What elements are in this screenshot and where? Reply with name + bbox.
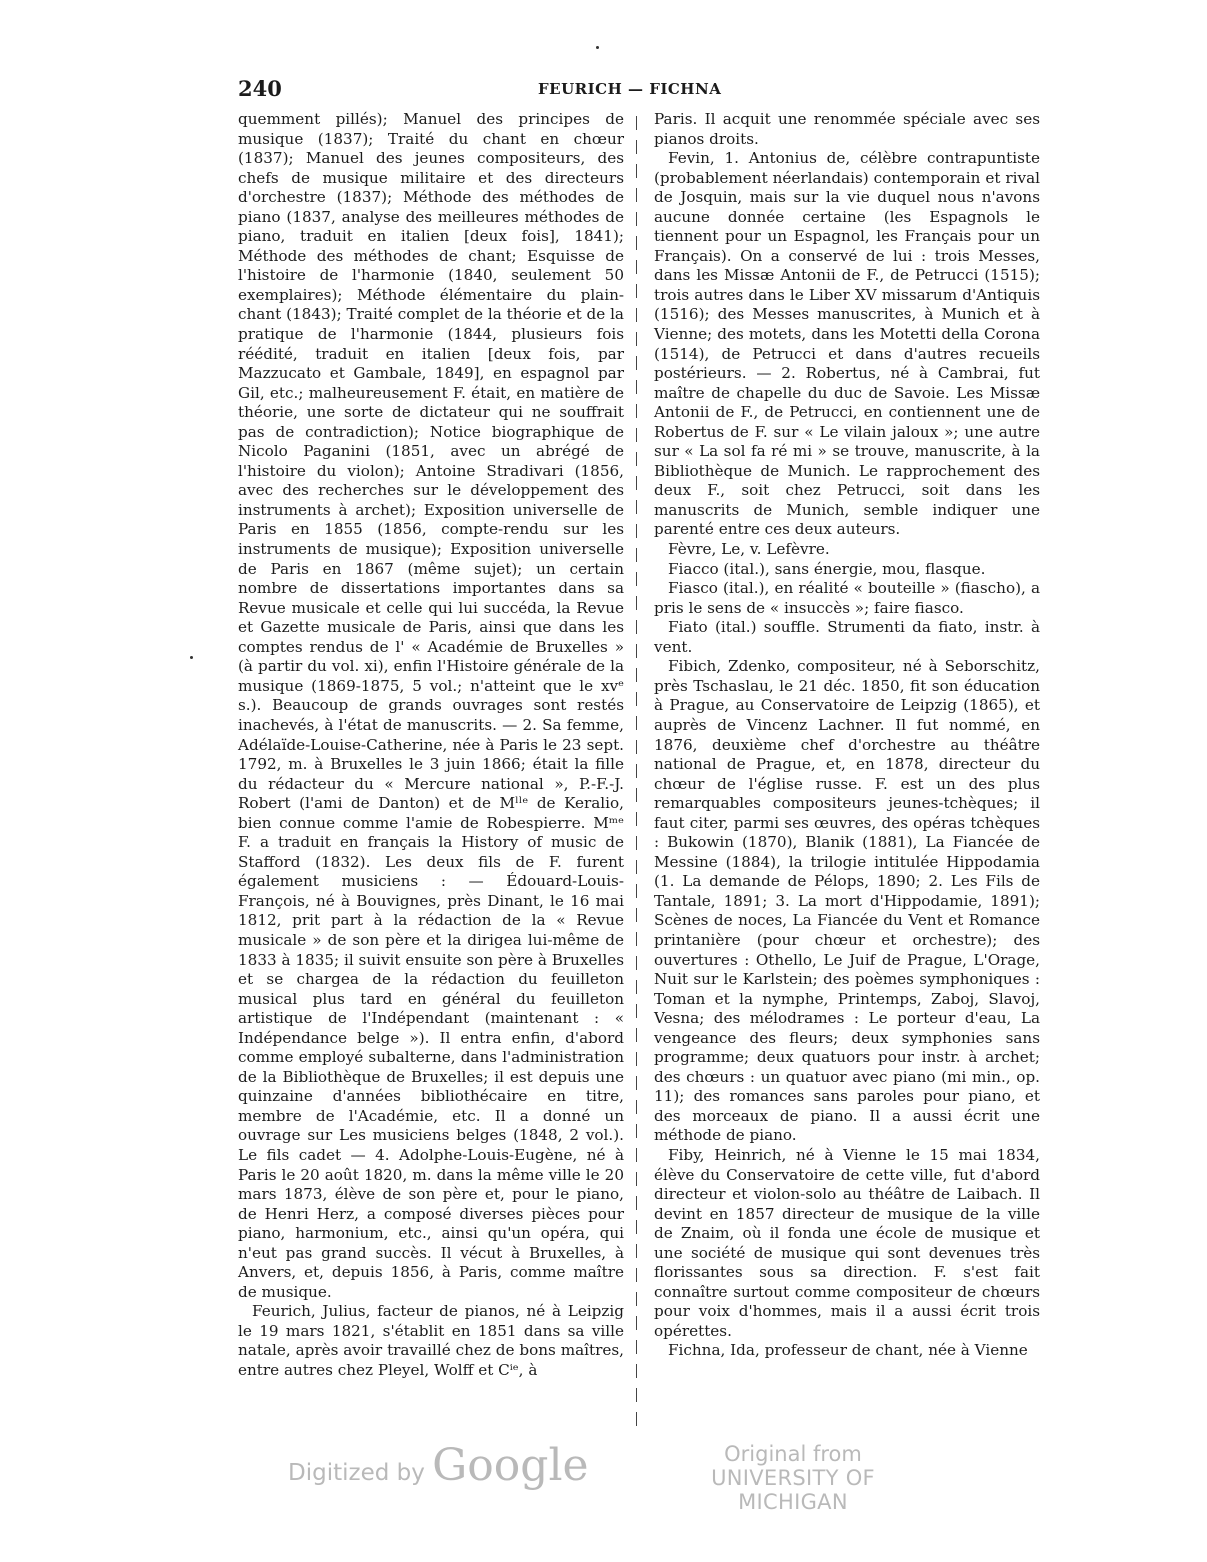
paragraph-feurich-continued: Paris. Il acquit une renommée spéciale avec ses pianos droits. (654, 110, 1040, 148)
entry-fiasco: Fiasco (ital.), en réalité « bouteille » (fiascho), a pris le sens de « insuccès »; faire fiasco. (654, 579, 1040, 617)
entry-fiacco: Fiacco (ital.), sans énergie, mou, flasque. (668, 559, 986, 578)
university-label: UNIVERSITY OF MICHIGAN (711, 1466, 875, 1514)
left-column (238, 110, 624, 1381)
column-divider (636, 116, 637, 1436)
print-speck (190, 656, 193, 659)
paragraph-fetis-continued: quemment pillés); Manuel des principes de musique (1837); Traité du chant en chœur (1837); Manuel des jeunes compositeurs, des chefs de musique militaire et des directeurs d'orchestre (1837); Méthode des méthodes de piano (1837, analyse des meilleures méthodes de piano, traduit en italien [deux fois], 1841); Méthode des méthodes de chant; Esquisse de l'histoire de l'harmonie (1840, seulement 50 exemplaires); Méthode élémentaire du plain-chant (1843); Traité complet de la théorie et de la pratique de l'harmonie (1844, plusieurs fois réédité, traduit en italien [deux fois, par Mazzucato et Gambale, 1849], en espagnol par Gil, etc.; malheureusement F. était, en matière de théorie, une sorte de dictateur qui ne souffrait pas de contradiction); Notice biographique de Nicolo Paganini (1851, avec un abrégé de l'histoire du violon); Antoine Stradivari (1856, avec des recherches sur le développement des instruments à archet); Exposition universelle de Paris en 1855 (1856, compte-rendu sur les instruments de musique); Exposition universelle de Paris en 1867 (même sujet); un certain nombre de dissertations importantes dans sa Revue musicale et celle qui lui succéda, la Revue et Gazette musicale de Paris, ainsi que dans les comptes rendus de l' « Académie de Bruxelles » (à partir du vol. xi), enfin l'Histoire générale de la musique (1869-1875, 5 vol.; n'atteint que le xvᵉ s.). Beaucoup de grands ouvrages sont restés inachevés, à l'état de manuscrits. — 2. Sa femme, Adélaïde-Louise-Catherine, née à Paris le 23 sept. 1792, m. à Bruxelles le 3 juin 1866; était la fille du rédacteur du « Mercure national », P.-F.-J. Robert (l'ami de Danton) et de Mˡˡᵉ de Keralio, bien connue comme l'amie de Robespierre. Mᵐᵉ F. a traduit en français la History of music de Stafford (1832). Les deux fils de F. furent également musiciens : — Édouard-Louis-François, né à Bouvignes, près Dinant, le 16 mai 1812, prit part à la rédaction de la « Revue musicale » de son père et la dirigea lui-même de 1833 à 1835; il suivit ensuite son père à Bruxelles et se chargea de la rédaction du feuilleton musical plus tard en général du feuilleton artistique de l'Indépendant (maintenant : « Indépendance belge »). Il entra enfin, d'abord comme employé subalterne, dans l'administration de la Bibliothèque de Bruxelles; il est depuis une quinzaine d'années bibliothécaire en titre, membre de l'Académie, etc. Il a donné un ouvrage sur Les musiciens belges (1848, 2 vol.). Le fils cadet — 4. Adolphe-Louis-Eugène, né à Paris le 20 août 1820, m. dans la même ville le 20 mars 1873, élève de son père et, pour le piano, de Henri Herz, a composé diverses pièces pour piano, harmonium, etc., ainsi qu'un opéra, qui n'eut pas grand succès. Il vécut à Bruxelles, à Anvers, et, depuis 1856, à Paris, comme maître de musique. (238, 110, 624, 1301)
entry-fiato: Fiato (ital.) souffle. Strumenti da fiato, instr. à vent. (654, 618, 1040, 656)
entry-fibich: Fibich, Zdenko, compositeur, né à Seborschitz, près Tschaslau, le 21 déc. 1850, fit son éducation à Prague, au Conservatoire de Leipzig (1865), et auprès de Vincenz Lachner. Il fut nommé, en 1876, deuxième chef d'orchestre au théâtre national de Prague, et, en 1878, directeur du chœur de l'église russe. F. est un des plus remarquables compositeurs jeunes-tchèques; il faut citer, parmi ses œuvres, des opéras tchèques : Bukowin (1870), Blanik (1881), La Fiancée de Messine (1884), la trilogie intitulée Hippodamia (1. La demande de Pélops, 1890; 2. Les Fils de Tantale, 1891; 3. La mort d'Hippodamie, 1891); Scènes de noces, La Fiancée du Vent et Romance printanière (pour chœur et orchestre); des ouvertures : Othello, Le Juif de Prague, L'Orage, Nuit sur le Karlstein; des poèmes symphoniques : Toman et la nymphe, Printemps, Zaboj, Slavoj, Vesna; des mélodrames : Le porteur d'eau, La vengeance des fleurs; deux symphonies sans programme; deux quatuors pour instr. à archet; des chœurs : un quatuor avec piano (mi min., op. 11); des romances sans paroles pour piano, et des morceaux de piano. Il a aussi écrit une méthode de piano. (654, 657, 1040, 1145)
original-from-watermark (668, 1442, 918, 1514)
digitized-by-watermark (288, 1440, 589, 1491)
entry-feurich: Feurich, Julius, facteur de pianos, né à Leipzig le 19 mars 1821, s'établit en 1851 dans sa ville natale, après avoir travaillé chez de bons maîtres, entre autres chez Pleyel, Wolff et Cⁱᵉ, à (238, 1302, 624, 1379)
entry-fevin: Fevin, 1. Antonius de, célèbre contrapuntiste (probablement néerlandais) contemporain et rival de Josquin, mais sur la vie duquel nous n'avons aucune donnée certaine (les Espagnols le tiennent pour un Espagnol, les Français pour un Français). On a conservé de lui : trois Messes, dans les Missæ Antonii de F., de Petrucci (1515); trois autres dans le Liber XV missarum d'Antiquis (1516); des Messes manuscrites, à Munich et à Vienne; des motets, dans les Motetti della Corona (1514), de Petrucci et dans d'autres recueils postérieurs. — 2. Robertus, né à Cambrai, fut maître de chapelle du duc de Savoie. Les Missæ Antonii de F., de Petrucci, en contiennent une de Robertus de F. sur « Le vilain jaloux »; une autre sur « La sol fa ré mi » se trouve, manuscrite, à la Bibliothèque de Munich. Le rapprochement des deux F., soit chez Petrucci, soit dans les manuscrits de Munich, semble indiquer une parenté entre ces deux auteurs. (654, 149, 1040, 539)
digitized-prefix: Digitized by (288, 1460, 425, 1486)
google-logo: Google (432, 1440, 589, 1491)
page-number: 240 (238, 76, 282, 101)
entry-fiby: Fiby, Heinrich, né à Vienne le 15 mai 1834, élève du Conservatoire de cette ville, fut d'abord directeur et violon-solo au théâtre de Laibach. Il devint en 1857 directeur de musique de la ville de Znaim, où il fonda une école de musique et une société de musique qui sont devenues très florissantes sous sa direction. F. s'est fait connaître surtout comme compositeur de chœurs pour voix d'hommes, mais il a aussi écrit trois opérettes. (654, 1145, 1040, 1340)
page-header (238, 76, 1043, 106)
right-column (654, 110, 1040, 1361)
entry-fichna: Fichna, Ida, professeur de chant, née à Vienne (668, 1341, 1028, 1360)
print-speck (596, 46, 599, 49)
original-from-label: Original from (724, 1442, 862, 1466)
running-head: FEURICH — FICHNA (538, 80, 722, 98)
entry-fevre: Fèvre, Le, v. Lefèvre. (668, 540, 830, 559)
